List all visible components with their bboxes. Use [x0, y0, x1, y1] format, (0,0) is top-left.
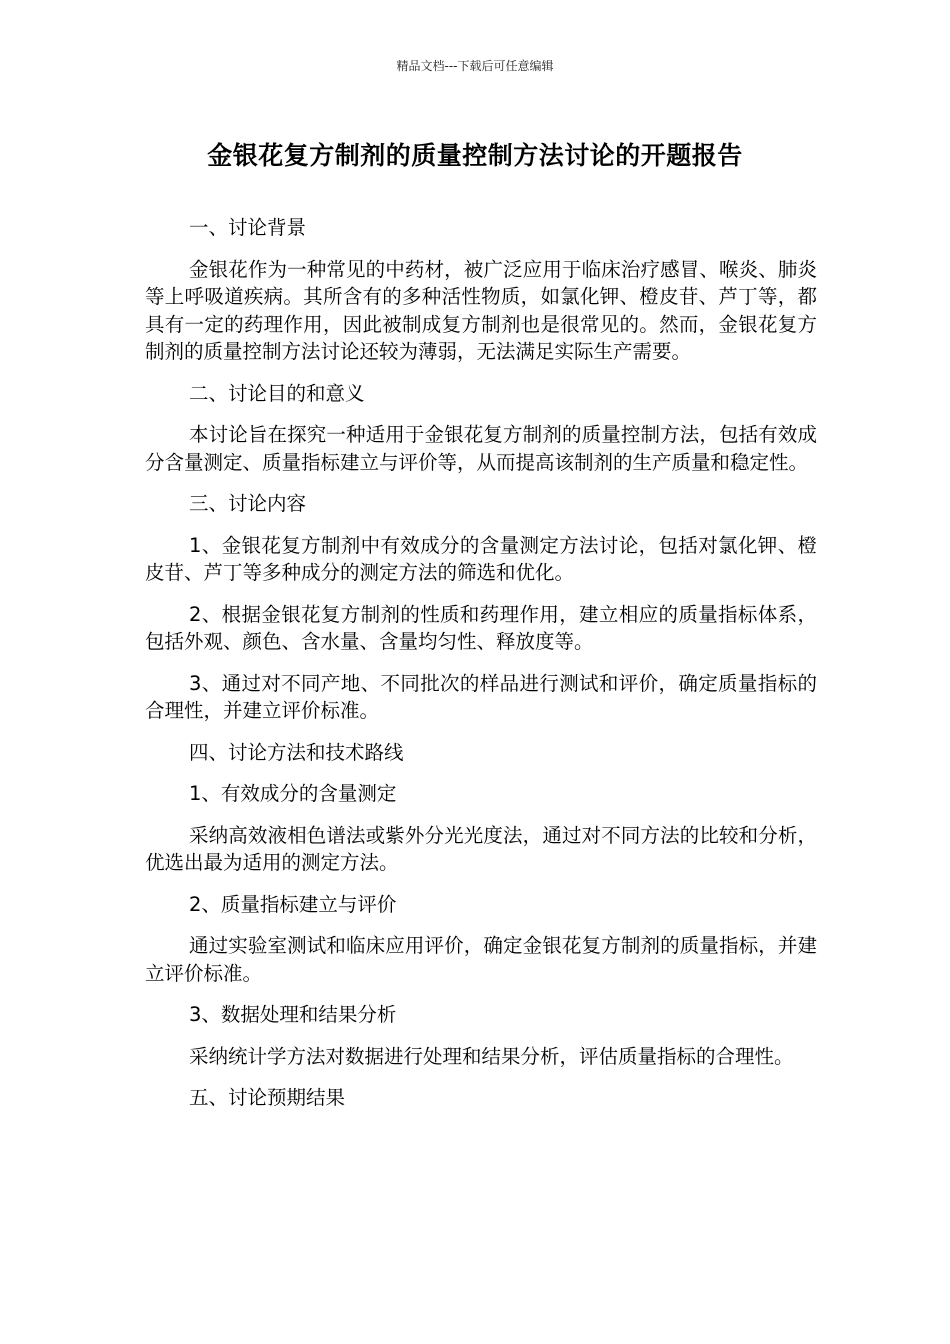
method-subheading-3: 3、数据处理和结果分析 [189, 1003, 397, 1026]
section-heading-background: 一、讨论背景 [189, 216, 307, 239]
document-title: 金银花复方制剂的质量控制方法讨论的开题报告 [207, 141, 743, 170]
paragraph-purpose: 本讨论旨在探究一种适用于金银花复方制剂的质量控制方法，包括有效成分含量测定、质量指标建立与评价等，从而提高该制剂的生产质量和稳定性。 [145, 423, 817, 474]
content-item-3: 3、通过对不同产地、不同批次的样品进行测试和评价，确定质量指标的合理性，并建立评价标准。 [145, 671, 817, 722]
method-subheading-2: 2、质量指标建立与评价 [189, 892, 397, 916]
section-heading-purpose: 二、讨论目的和意义 [189, 381, 365, 405]
method-paragraph-3: 采纳统计学方法对数据进行处理和结果分析，评估质量指标的合理性。 [189, 1044, 794, 1068]
content-item-2: 2、根据金银花复方制剂的性质和药理作用，建立相应的质量指标体系，包括外观、颜色、含水量、含量均匀性、释放度等。 [145, 602, 817, 653]
method-paragraph-1: 采纳高效液相色谱法或紫外分光光度法，通过对不同方法的比较和分析，优选出最为适用的测定方法。 [145, 823, 817, 874]
method-paragraph-2: 通过实验室测试和临床应用评价，确定金银花复方制剂的质量指标，并建立评价标准。 [145, 934, 817, 985]
method-subheading-1: 1、有效成分的含量测定 [189, 782, 397, 805]
section-heading-methods: 四、讨论方法和技术路线 [189, 740, 404, 764]
paragraph-background: 金银花作为一种常见的中药材，被广泛应用于临床治疗感冒、喉炎、肺炎等上呼吸道疾病。其所含有的多种活性物质，如氯化钾、橙皮苷、芦丁等，都具有一定的药理作用，因此被制成复方制剂也是很常见的。然而，金银花复方制剂的质量控制方法讨论还较为薄弱，无法满足实际生产需要。 [145, 257, 817, 363]
header-watermark: 精品文档---下载后可任意编辑 [396, 59, 554, 73]
document-body [145, 214, 817, 1126]
section-heading-content: 三、讨论内容 [189, 492, 307, 515]
section-heading-expected-results: 五、讨论预期结果 [189, 1086, 346, 1109]
content-item-1: 1、金银花复方制剂中有效成分的含量测定方法讨论，包括对氯化钾、橙皮苷、芦丁等多种成分的测定方法的筛选和优化。 [145, 533, 817, 584]
